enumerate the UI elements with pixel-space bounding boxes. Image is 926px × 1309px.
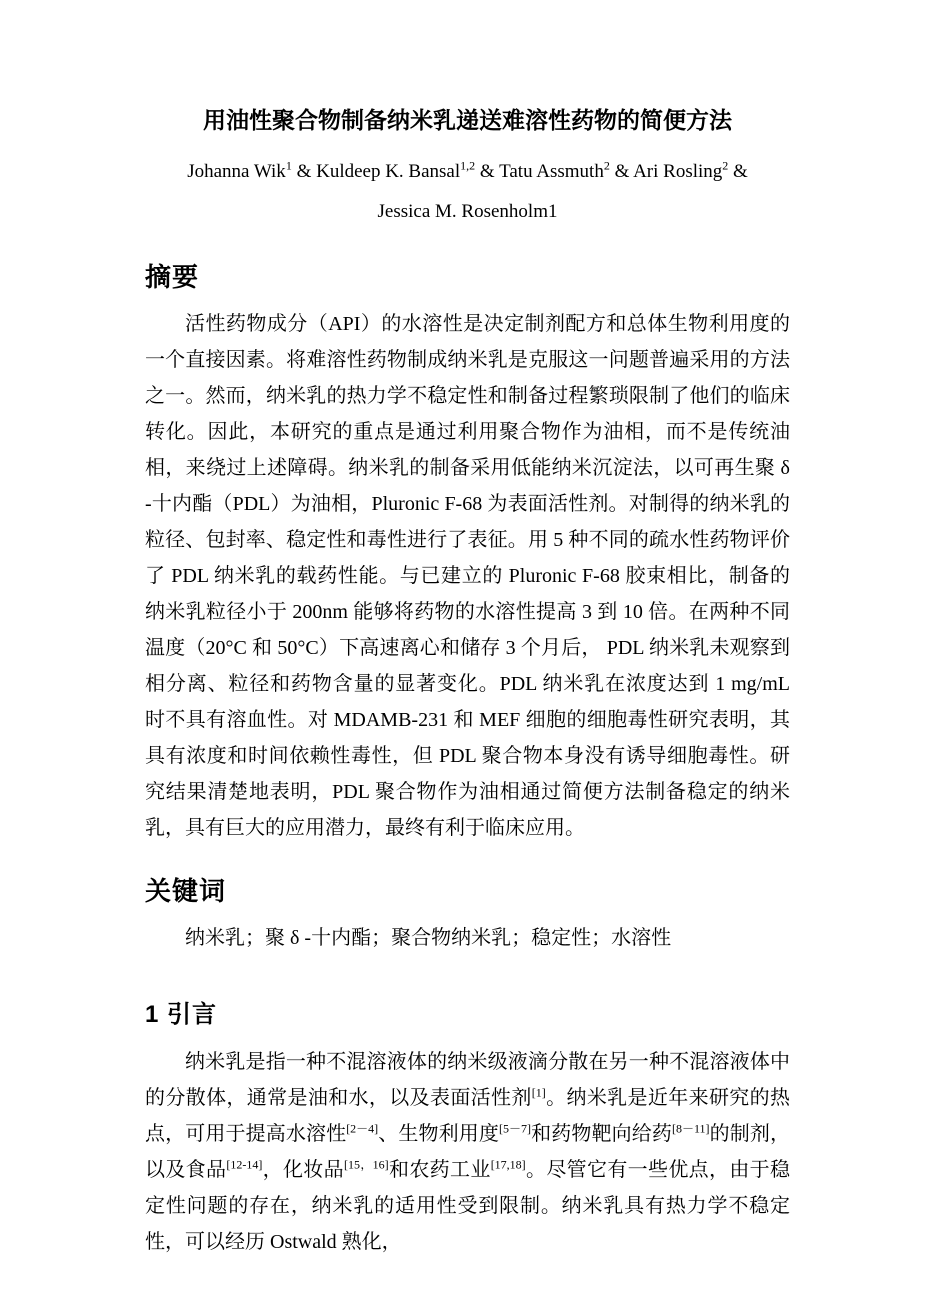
abstract-paragraph: 活性药物成分（API）的水溶性是决定制剂配方和总体生物利用度的一个直接因素。将难溶性药物制成纳米乳是克服这一问题普遍采用的方法之一。然而，纳米乳的热力学不稳定性和制备过程繁琐限制了他们的临床转化。因此，本研究的重点是通过利用聚合物作为油相，而不是传统油相，来绕过上述障碍。纳米乳的制备采用低能纳米沉淀法，以可再生聚 δ -十内酯（PDL）为油相，Pluronic F-68 为表面活性剂。对制得的纳米乳的粒径、包封率、稳定性和毒性进行了表征。用 5 种不同的疏水性药物评价了 PDL 纳米乳的载药性能。与已建立的 Pluronic F-68 胶束相比，制备的纳米乳粒径小于 200nm 能够将药物的水溶性提高 3 到 10 倍。在两种不同温度（20°C 和 50°C）下高速离心和储存 3 个月后， PDL 纳米乳未观察到相分离、粒径和药物含量的显著变化。PDL 纳米乳在浓度达到 1 mg/mL 时不具有溶血性。对 MDAMB-231 和 MEF 细胞的细胞毒性研究表明，其具有浓度和时间依赖性毒性，但 PDL 聚合物本身没有诱导细胞毒性。研究结果清楚地表明，PDL 聚合物作为油相通过简便方法制备稳定的纳米乳，具有巨大的应用潜力，最终有利于临床应用。 xyxy=(145,313,790,839)
authors-line-1: Johanna Wik$^1$ & Kuldeep K. Bansal$^{1,2}$ & Tatu Assmuth$^2$ & Ari Rosling$^2$ & xyxy=(187,158,748,182)
intro-heading: 1 引言 xyxy=(145,1001,218,1028)
keywords-text: 纳米乳；聚 δ -十内酯；聚合物纳米乳；稳定性；水溶性 xyxy=(185,927,672,949)
intro-paragraph: 纳米乳是指一种不混溶液体的纳米级液滴分散在另一种不混溶液体中的分散体，通常是油和水，以及表面活性剂[1]。纳米乳是近年来研究的热点，可用于提高水溶性[2－4]、生物利用度[5－7]和药物靶向给药[8－11]的制剂，以及食品[12-14]，化妆品[15，16]和农药工业[17,18]。尽管它有一些优点，由于稳定性问题的存在，纳米乳的适用性受到限制。纳米乳具有热力学不稳定性，可以经历 Ostwald 熟化， xyxy=(145,1051,791,1253)
keywords-heading: 关键词 xyxy=(145,876,227,906)
abstract-heading: 摘要 xyxy=(145,262,200,292)
authors-line-2: Jessica M. Rosenholm1 xyxy=(377,201,558,222)
paper-title: 用油性聚合物制备纳米乳递送难溶性药物的简便方法 xyxy=(203,108,732,133)
